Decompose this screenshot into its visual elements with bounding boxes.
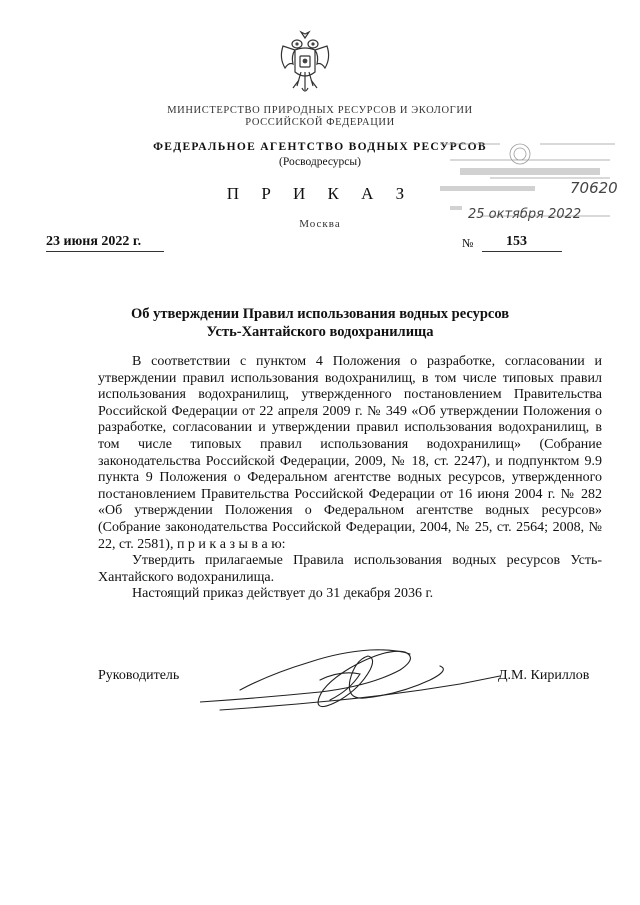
ministry-line-1: МИНИСТЕРСТВО ПРИРОДНЫХ РЕСУРСОВ И ЭКОЛОГИИ <box>167 105 473 116</box>
order-date: 23 июня 2022 г. <box>46 234 142 249</box>
stamp-reg-date: 25 октября 2022 <box>468 207 582 222</box>
order-number: 153 <box>506 234 527 249</box>
agency-short-name: (Росводресурсы) <box>279 156 361 168</box>
city: Москва <box>299 218 341 230</box>
order-title: П Р И К А З <box>226 184 414 203</box>
number-sign: № <box>462 236 474 250</box>
subject-line-2: Усть-Хантайского водохранилища <box>206 324 434 340</box>
handwritten-signature-icon <box>200 640 520 720</box>
russia-coat-of-arms-icon <box>275 28 335 96</box>
agency-name: ФЕДЕРАЛЬНОЕ АГЕНТСТВО ВОДНЫХ РЕСУРСОВ <box>153 141 487 153</box>
ministry-line-2: РОССИЙСКОЙ ФЕДЕРАЦИИ <box>245 117 395 128</box>
subject-line-1: Об утверждении Правил использования водных ресурсов <box>130 306 510 322</box>
body-paragraph-3: Настоящий приказ действует до 31 декабря 2036 г. <box>132 586 434 602</box>
signatory-name: Д.М. Кириллов <box>498 668 590 683</box>
number-underline <box>482 251 562 252</box>
date-underline <box>46 251 164 252</box>
stamp-reg-number: 70620 <box>570 179 618 197</box>
body-paragraph-1: В соответствии с пунктом 4 Положения о разработке, согласовании и утверждении правил использования водохранилищ, в том числе типовых правил использования водохранилищ, утвержденного постановлением Правительства Российской Федерации от 22 апреля 2009 г. № 349 «Об утверждении Положения о разработке, согласовании и утверждении правил использования водохранилищ, в том числе типовых правил использования водохранилищ» (Собрание законодательства Российской Федерации, 2009, № 18, ст. 2247), и подпунктом 9.9 пункта 9 Положения о Федеральном агентстве водных ресурсов, утвержденного постановлением Правительства Российской Федерации от 16 июня 2004 г. № 282 «Об утверждении Положения о Федеральном агентстве водных ресурсов» (Собрание законодательства Российской Федерации, 2004, № 25, ст. 2564; 2008, № 22, ст. 2581), п р и к а з ы в а ю: <box>98 354 602 552</box>
order-body <box>98 354 602 603</box>
body-paragraph-2: Утвердить прилагаемые Правила использования водных ресурсов Усть-Хантайского водохранилища. <box>98 553 602 585</box>
signatory-role: Руководитель <box>98 668 180 683</box>
registration-stamp-icon <box>420 138 620 226</box>
order-subject <box>0 305 640 341</box>
ministry-name <box>0 105 640 129</box>
